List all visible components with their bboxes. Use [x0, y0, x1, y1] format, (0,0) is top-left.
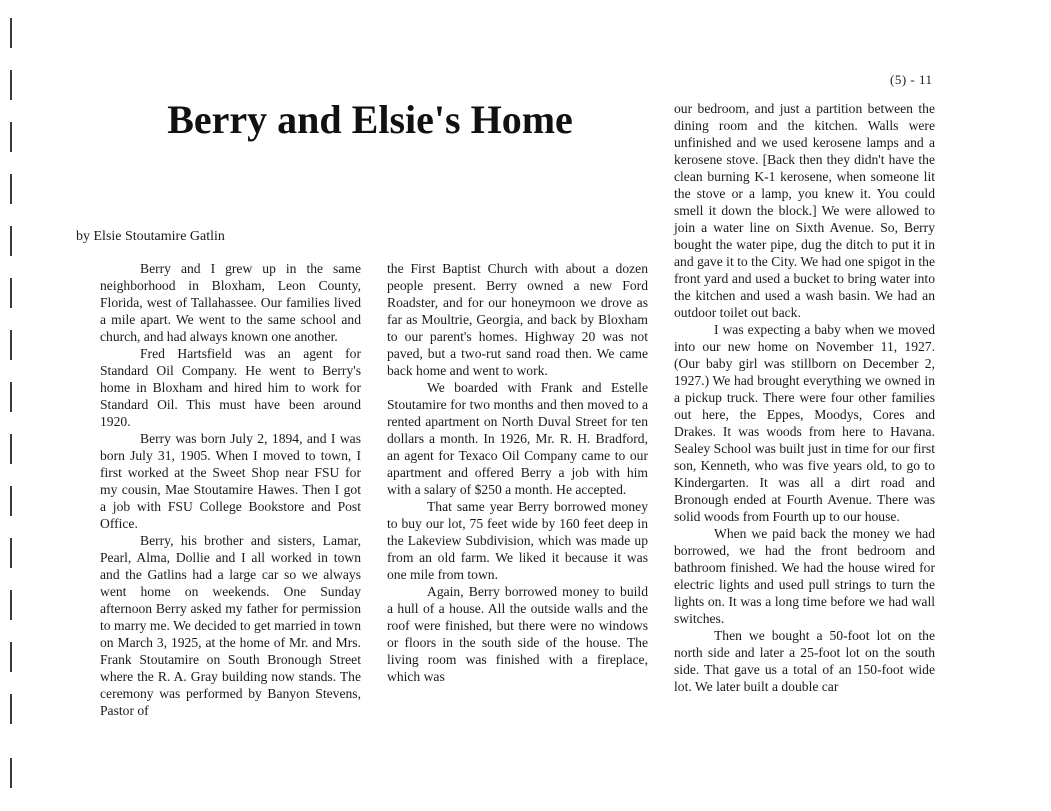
- binder-hole: [10, 434, 12, 464]
- page-number: (5) - 11: [890, 72, 933, 87]
- binder-hole: [10, 758, 12, 788]
- binder-hole: [10, 18, 12, 48]
- binder-hole: [10, 122, 12, 152]
- binder-hole: [10, 226, 12, 256]
- paragraph: Berry, his brother and sisters, Lamar, Pearl, Alma, Dollie and I all worked in town and the Gatlins had a large car so we always went home on weekends. One Sunday afternoon Berry asked my father for permission to marry me. We decided to get married in town on March 3, 1925, at the home of Mr. and Mrs. Frank Stoutamire on South Bronough Street where the R. A. Gray building now stands. The ceremony was performed by Banyon Stevens, Pastor of: [100, 533, 361, 718]
- paragraph: our bedroom, and just a partition between the dining room and the kitchen. Walls were unfinished and we used kerosene lamps and a kerosene stove. [Back then they didn't have the clean burning K-1 kerosene, when someone lit the stove or a lamp, you knew it. You could smell it down the block.] We were allowed to join a water line on Sixth Avenue. So, Berry bought the water pipe, dug the ditch to put it in and gave it to the City. We had one spigot in the front yard and used a bucket to bring water into the kitchen and used a wash basin. We had an outdoor toilet out back.: [674, 101, 935, 320]
- binder-hole: [10, 382, 12, 412]
- paragraph: Berry and I grew up in the same neighborhood in Bloxham, Leon County, Florida, west of Tallahassee. Our families lived a mile apart. We went to the same school and church, and had always known one another.: [100, 261, 361, 344]
- byline: by Elsie Stoutamire Gatlin: [76, 229, 225, 244]
- binder-hole: [10, 486, 12, 516]
- binder-holes: [10, 18, 18, 808]
- binder-hole: [10, 330, 12, 360]
- binder-hole: [10, 174, 12, 204]
- paragraph: Berry was born July 2, 1894, and I was born July 31, 1905. When I moved to town, I first worked at the Sweet Shop near FSU for my cousin, Mae Stoutamire Hawes. Then I got a job with FSU College Bookstore and Post Office.: [100, 431, 361, 531]
- article-title: Berry and Elsie's Home: [167, 97, 573, 142]
- paragraph: the First Baptist Church with about a dozen people present. Berry owned a new Ford Roadster, and for our honeymoon we drove as far as Moultrie, Georgia, and back by Bloxham to our parent's homes. Highway 20 was not paved, but a two-rut sand road then. We came back home and went to work.: [387, 261, 648, 378]
- paragraph: I was expecting a baby when we moved into our new home on November 11, 1927. (Our baby girl was stillborn on December 2, 1927.) We had brought everything we owned in a pickup truck. There were four other families out here, the Eppes, Moodys, Cores and Drakes. It was woods from here to Havana. Sealey School was built just in time for our first son, Kenneth, who was five years old, to go to Kindergarten. It was all a dirt road and Bronough ended at Fourth Avenue. There was solid woods from Fourth up to our house.: [674, 322, 935, 524]
- paragraph: That same year Berry borrowed money to buy our lot, 75 feet wide by 160 feet deep in the Lakeview Subdivision, which was made up from an old farm. We liked it because it was one mile from town.: [387, 499, 648, 582]
- text-column-2: [387, 260, 648, 685]
- binder-hole: [10, 538, 12, 568]
- binder-hole: [10, 590, 12, 620]
- paragraph: Then we bought a 50-foot lot on the north side and later a 25-foot lot on the south side. That gave us a total of an 150-foot wide lot. We later built a double car: [674, 628, 935, 694]
- text-column-1: [100, 260, 361, 719]
- binder-hole: [10, 694, 12, 724]
- paragraph: Again, Berry borrowed money to build a hull of a house. All the outside walls and the roof were finished, but there were no windows or floors in the south side of the house. The living room was finished with a fireplace, which was: [387, 584, 648, 684]
- text-column-3: [674, 100, 935, 695]
- paragraph: When we paid back the money we had borrowed, we had the front bedroom and bathroom finished. We had the house wired for electric lights and used pull strings to turn the lights on. It was a long time before we had wall switches.: [674, 526, 935, 626]
- binder-hole: [10, 278, 12, 308]
- paragraph: We boarded with Frank and Estelle Stoutamire for two months and then moved to a rented apartment on North Duval Street for ten dollars a month. In 1926, Mr. R. H. Bradford, an agent for Texaco Oil Company came to our apartment and offered Berry a job with him with a salary of $250 a month. He accepted.: [387, 380, 648, 497]
- paragraph: Fred Hartsfield was an agent for Standard Oil Company. He went to Berry's home in Bloxham and hired him to work for Standard Oil. This must have been around 1920.: [100, 346, 361, 429]
- binder-hole: [10, 642, 12, 672]
- binder-hole: [10, 70, 12, 100]
